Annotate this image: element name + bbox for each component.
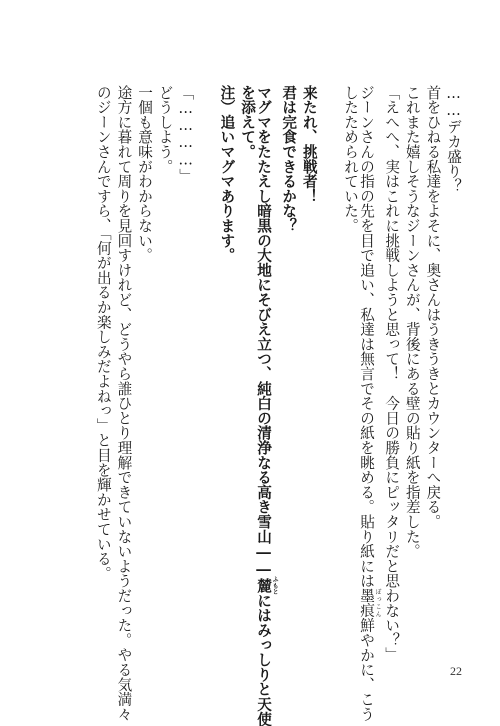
text-line: どうしよう。 bbox=[156, 85, 174, 174]
text-line: 来たれ、挑戦者！ bbox=[300, 85, 318, 204]
text-line: マグマをたたえし暗黒の大地にそびえ立つ、純白の清浄なる高き雪山――麓 ふもとにはみっしりと天使 bbox=[255, 85, 279, 726]
text-line: したためられていた。 bbox=[342, 85, 359, 233]
text-line: 首をひねる私達をよそに、奥さんはうきうきとカウンターへ戻る。 bbox=[424, 85, 442, 529]
text-line: を添えて。 bbox=[239, 85, 256, 159]
furigana-fumoto: 麓 ふもと bbox=[255, 576, 279, 595]
text-line: のジーンさんですら、「何が出るか楽しみだよねっ」と目を輝かせている。 bbox=[94, 85, 112, 581]
text-line: 一個も意味がわからない。 bbox=[136, 85, 153, 263]
text-line: ジーンさんの指の先を目で追い、私達は無言でその紙を眺める。貼り紙には墨痕 ぼっこん鮮やかに、こう bbox=[358, 85, 382, 722]
text-line: 「…………」 bbox=[177, 85, 195, 184]
furigana-bokkon: 墨痕 ぼっこん bbox=[358, 588, 382, 618]
text-line: 「えへへ、実はこれに挑戦しようと思って！ 今日の勝負にピッタリだと思わない？」 bbox=[383, 85, 401, 663]
text-line: ……デカ盛り？ bbox=[445, 85, 462, 194]
text-line: 君は完食できるかな？ bbox=[280, 85, 298, 233]
text-line: 途方に暮れて周りを見回すけれど、どうやら誰ひとり理解できていないようだった。やる気満々 bbox=[115, 85, 133, 722]
text-line: これまた嬉しそうなジーンさんが、背後にある壁の貼り紙を指差した。 bbox=[403, 85, 421, 559]
page-number: 22 bbox=[450, 664, 462, 678]
text-line: 注）追いマグマあります。 bbox=[218, 85, 236, 263]
